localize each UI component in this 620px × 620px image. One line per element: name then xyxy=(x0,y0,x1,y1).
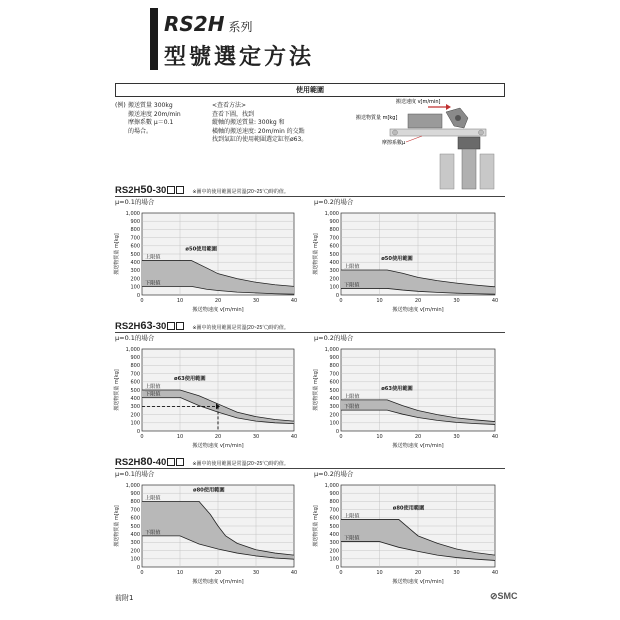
y-axis-label: 搬送物質量 m[kg] xyxy=(114,369,120,411)
y-tick-label: 900 xyxy=(329,491,339,497)
y-tick-label: 900 xyxy=(329,219,339,225)
y-tick-label: 900 xyxy=(130,355,140,361)
chart-rs2h50-mu02 xyxy=(311,205,503,315)
speed-label: 搬送速度 v[m/min] xyxy=(396,99,441,105)
y-tick-label: 700 xyxy=(329,371,339,378)
lower-limit-label: 下限值 xyxy=(145,391,161,398)
model-heading-63 xyxy=(115,320,289,332)
x-tick-label: 0 xyxy=(140,434,144,440)
y-tick-label: 800 xyxy=(329,499,339,506)
y-tick-label: 200 xyxy=(130,412,140,419)
example-line: 橫軸的搬送速度: 20m/min 的交點 xyxy=(212,127,305,135)
upper-limit-label: 上限值 xyxy=(145,495,161,502)
x-tick-label: 20 xyxy=(414,298,422,304)
y-tick-label: 600 xyxy=(329,243,339,250)
model-stroke: -30 xyxy=(152,185,167,196)
lower-limit-label: 下限值 xyxy=(145,280,161,287)
example-left-block xyxy=(128,102,181,136)
y-tick-label: 300 xyxy=(329,268,339,275)
y-tick-label: 0 xyxy=(136,292,140,299)
upper-limit-label: 上限值 xyxy=(344,393,360,400)
y-tick-label: 300 xyxy=(130,540,140,547)
y-tick-label: 600 xyxy=(130,515,140,522)
model-prefix: RS2H xyxy=(115,321,141,332)
upper-limit-label: 上限值 xyxy=(145,254,161,261)
x-tick-label: 20 xyxy=(214,570,222,576)
y-tick-label: 100 xyxy=(130,420,140,427)
y-tick-label: 1,000 xyxy=(324,482,339,489)
panel-title-mu02: μ=0.2的場合 xyxy=(314,198,354,206)
chart-rs2h50-mu01 xyxy=(112,205,302,315)
model-prefix: RS2H xyxy=(115,185,141,196)
x-tick-label: 40 xyxy=(290,298,298,304)
x-axis-label: 搬送物速度 v[m/min] xyxy=(192,443,244,449)
example-line: 搬送質量 300kg xyxy=(128,102,173,109)
y-tick-label: 900 xyxy=(130,219,140,225)
y-tick-label: 700 xyxy=(130,371,140,378)
y-tick-label: 500 xyxy=(329,251,339,258)
y-tick-label: 400 xyxy=(329,532,339,538)
y-tick-label: 600 xyxy=(130,243,140,250)
stopper-cylinder-body xyxy=(462,149,476,189)
y-tick-label: 800 xyxy=(329,363,339,370)
x-tick-label: 10 xyxy=(176,298,184,304)
model-note: ※圖中的使用範圍是常溫(20~25℃)時的值。 xyxy=(192,325,289,331)
y-tick-label: 0 xyxy=(136,428,140,435)
range-label: ø80使用範圍 xyxy=(193,487,225,494)
y-tick-label: 700 xyxy=(329,235,339,242)
x-tick-label: 40 xyxy=(491,298,499,304)
x-tick-label: 10 xyxy=(376,434,383,440)
y-tick-label: 400 xyxy=(329,396,339,402)
y-tick-label: 500 xyxy=(329,387,339,394)
y-tick-label: 800 xyxy=(329,227,339,234)
x-axis-label: 搬送物速度 v[m/min] xyxy=(192,579,244,585)
model-code: RS2H xyxy=(164,12,225,36)
y-tick-label: 400 xyxy=(130,260,140,266)
x-tick-label: 20 xyxy=(414,434,422,440)
y-tick-label: 200 xyxy=(130,276,140,283)
lower-limit-label: 下限值 xyxy=(344,404,360,411)
example-line: 縱軸的搬送質量: 300kg 和 xyxy=(212,119,285,126)
divider xyxy=(115,468,505,469)
x-tick-label: 0 xyxy=(339,570,343,576)
example-line: 的場合。 xyxy=(128,127,153,135)
x-axis-label: 搬送物速度 v[m/min] xyxy=(392,443,444,449)
x-tick-label: 20 xyxy=(214,434,222,440)
y-tick-label: 100 xyxy=(329,420,339,427)
model-suffix: 系列 xyxy=(228,20,253,34)
example-label: (例) xyxy=(115,102,126,109)
y-tick-label: 0 xyxy=(335,292,339,299)
y-tick-label: 700 xyxy=(130,235,140,242)
y-tick-label: 500 xyxy=(329,523,339,530)
y-tick-label: 400 xyxy=(329,260,339,266)
x-tick-label: 30 xyxy=(453,434,460,440)
x-tick-label: 30 xyxy=(453,298,460,304)
y-tick-label: 200 xyxy=(329,276,339,283)
divider xyxy=(115,332,505,333)
series-heading xyxy=(164,12,252,36)
y-tick-label: 800 xyxy=(130,499,140,506)
model-heading-50 xyxy=(115,184,289,196)
example-line: 查看下圖，找到 xyxy=(212,110,255,118)
y-axis-label: 搬送物質量 m[kg] xyxy=(313,233,319,275)
chart-rs2h80-mu02 xyxy=(311,477,503,587)
x-tick-label: 20 xyxy=(414,570,422,576)
panel-title-mu01: μ=0.1的場合 xyxy=(115,198,155,206)
section-heading: 使用範圍 xyxy=(115,83,505,97)
y-tick-label: 1,000 xyxy=(324,346,339,353)
model-size: 63 xyxy=(140,320,153,332)
lower-limit-label: 下限值 xyxy=(344,535,360,542)
x-tick-label: 40 xyxy=(491,570,499,576)
range-label: ø50使用範圍 xyxy=(381,255,413,262)
x-tick-label: 30 xyxy=(453,570,460,576)
y-tick-label: 300 xyxy=(329,404,339,411)
y-tick-label: 200 xyxy=(130,548,140,555)
upper-limit-label: 上限值 xyxy=(344,263,360,270)
y-tick-label: 700 xyxy=(130,507,140,514)
x-axis-label: 搬送物速度 v[m/min] xyxy=(392,579,444,585)
lower-limit-label: 下限值 xyxy=(145,529,161,536)
y-tick-label: 900 xyxy=(329,355,339,361)
x-tick-label: 20 xyxy=(214,298,222,304)
range-label: ø80使用範圍 xyxy=(392,505,425,512)
y-tick-label: 600 xyxy=(329,515,339,522)
y-tick-label: 400 xyxy=(130,532,140,538)
x-tick-label: 10 xyxy=(176,434,184,440)
x-tick-label: 10 xyxy=(376,570,383,576)
y-tick-label: 300 xyxy=(329,540,339,547)
y-axis-label: 搬送物質量 m[kg] xyxy=(313,369,319,411)
x-tick-label: 30 xyxy=(252,298,260,304)
y-tick-label: 1,000 xyxy=(125,346,140,353)
x-tick-label: 10 xyxy=(176,570,184,576)
y-tick-label: 700 xyxy=(329,507,339,514)
x-tick-label: 40 xyxy=(491,434,499,440)
title-accent-bar xyxy=(150,8,158,70)
lower-limit-label: 下限值 xyxy=(344,282,360,289)
y-tick-label: 800 xyxy=(130,227,140,234)
y-tick-label: 600 xyxy=(130,379,140,386)
y-tick-label: 500 xyxy=(130,523,140,530)
y-axis-label: 搬送物質量 m[kg] xyxy=(114,233,120,275)
panel-title-mu01: μ=0.1的場合 xyxy=(115,334,155,342)
model-size: 80 xyxy=(140,456,153,468)
upper-limit-label: 上限值 xyxy=(344,513,360,520)
panel-title-mu01: μ=0.1的場合 xyxy=(115,470,155,478)
y-tick-label: 1,000 xyxy=(125,482,140,489)
y-tick-label: 1,000 xyxy=(324,210,339,217)
y-tick-label: 1,000 xyxy=(125,210,140,217)
y-tick-label: 500 xyxy=(130,387,140,394)
panel-title-mu02: μ=0.2的場合 xyxy=(314,470,354,478)
example-line: 找到氣缸的使用範圍選定缸徑ø63。 xyxy=(212,136,308,143)
y-tick-label: 100 xyxy=(130,284,140,291)
workpiece xyxy=(408,114,442,128)
upper-limit-label: 上限值 xyxy=(145,384,161,390)
mass-label: 搬送物質量 m[kg] xyxy=(356,115,398,121)
y-tick-label: 100 xyxy=(130,556,140,563)
y-tick-label: 200 xyxy=(329,548,339,555)
chart-rs2h63-mu02 xyxy=(311,341,503,451)
y-tick-label: 300 xyxy=(130,268,140,275)
x-tick-label: 0 xyxy=(140,298,144,304)
friction-label: 摩擦系數μ xyxy=(382,140,406,146)
model-stroke: -40 xyxy=(152,457,167,468)
model-heading-80 xyxy=(115,456,289,468)
y-axis-label: 搬送物質量 m[kg] xyxy=(313,505,319,547)
x-tick-label: 40 xyxy=(290,434,298,440)
y-tick-label: 0 xyxy=(335,564,339,571)
x-tick-label: 10 xyxy=(376,298,383,304)
model-note: ※圖中的使用範圍是常溫(20~25℃)時的值。 xyxy=(192,189,289,195)
model-note: ※圖中的使用範圍是常溫(20~25℃)時的值。 xyxy=(192,461,289,467)
range-label: ø63使用範圍 xyxy=(174,376,206,382)
page-title: 型號選定方法 xyxy=(164,45,315,70)
range-label: ø63使用範圍 xyxy=(381,385,413,392)
chart-rs2h80-mu01 xyxy=(112,477,302,587)
model-prefix: RS2H xyxy=(115,457,141,468)
x-tick-label: 30 xyxy=(252,570,260,576)
chart-rs2h63-mu01 xyxy=(112,341,302,451)
y-tick-label: 300 xyxy=(130,404,140,411)
range-label: ø50使用範圍 xyxy=(185,246,217,253)
y-tick-label: 200 xyxy=(329,412,339,419)
model-stroke: -30 xyxy=(152,321,167,332)
example-line: 搬送速度 20m/min xyxy=(128,110,181,118)
x-tick-label: 0 xyxy=(339,434,343,440)
stopper-cylinder-head xyxy=(458,137,480,149)
y-tick-label: 100 xyxy=(329,284,339,291)
page-number: 前附1 xyxy=(115,594,134,602)
example-line: <查看方法> xyxy=(212,102,247,109)
y-tick-label: 900 xyxy=(130,491,140,497)
model-size: 50 xyxy=(140,184,153,196)
conveyor xyxy=(390,129,486,136)
divider xyxy=(115,196,505,197)
y-tick-label: 800 xyxy=(130,363,140,370)
x-axis-label: 搬送物速度 v[m/min] xyxy=(192,307,244,313)
example-line: 摩擦系數 μ＝0.1 xyxy=(128,119,174,126)
x-tick-label: 0 xyxy=(339,298,343,304)
x-tick-label: 0 xyxy=(140,570,144,576)
y-tick-label: 100 xyxy=(329,556,339,563)
x-axis-label: 搬送物速度 v[m/min] xyxy=(392,307,444,313)
example-right-block xyxy=(212,102,307,145)
y-tick-label: 600 xyxy=(329,379,339,386)
y-tick-label: 400 xyxy=(130,396,140,402)
y-tick-label: 500 xyxy=(130,251,140,258)
y-tick-label: 0 xyxy=(335,428,339,435)
panel-title-mu02: μ=0.2的場合 xyxy=(314,334,354,342)
y-axis-label: 搬送物質量 m[kg] xyxy=(114,505,120,547)
x-tick-label: 40 xyxy=(290,570,298,576)
conveyor-stopper-diagram xyxy=(350,96,506,190)
brand-logo: ⊘SMC xyxy=(490,591,518,601)
y-tick-label: 0 xyxy=(136,564,140,571)
x-tick-label: 30 xyxy=(252,434,260,440)
